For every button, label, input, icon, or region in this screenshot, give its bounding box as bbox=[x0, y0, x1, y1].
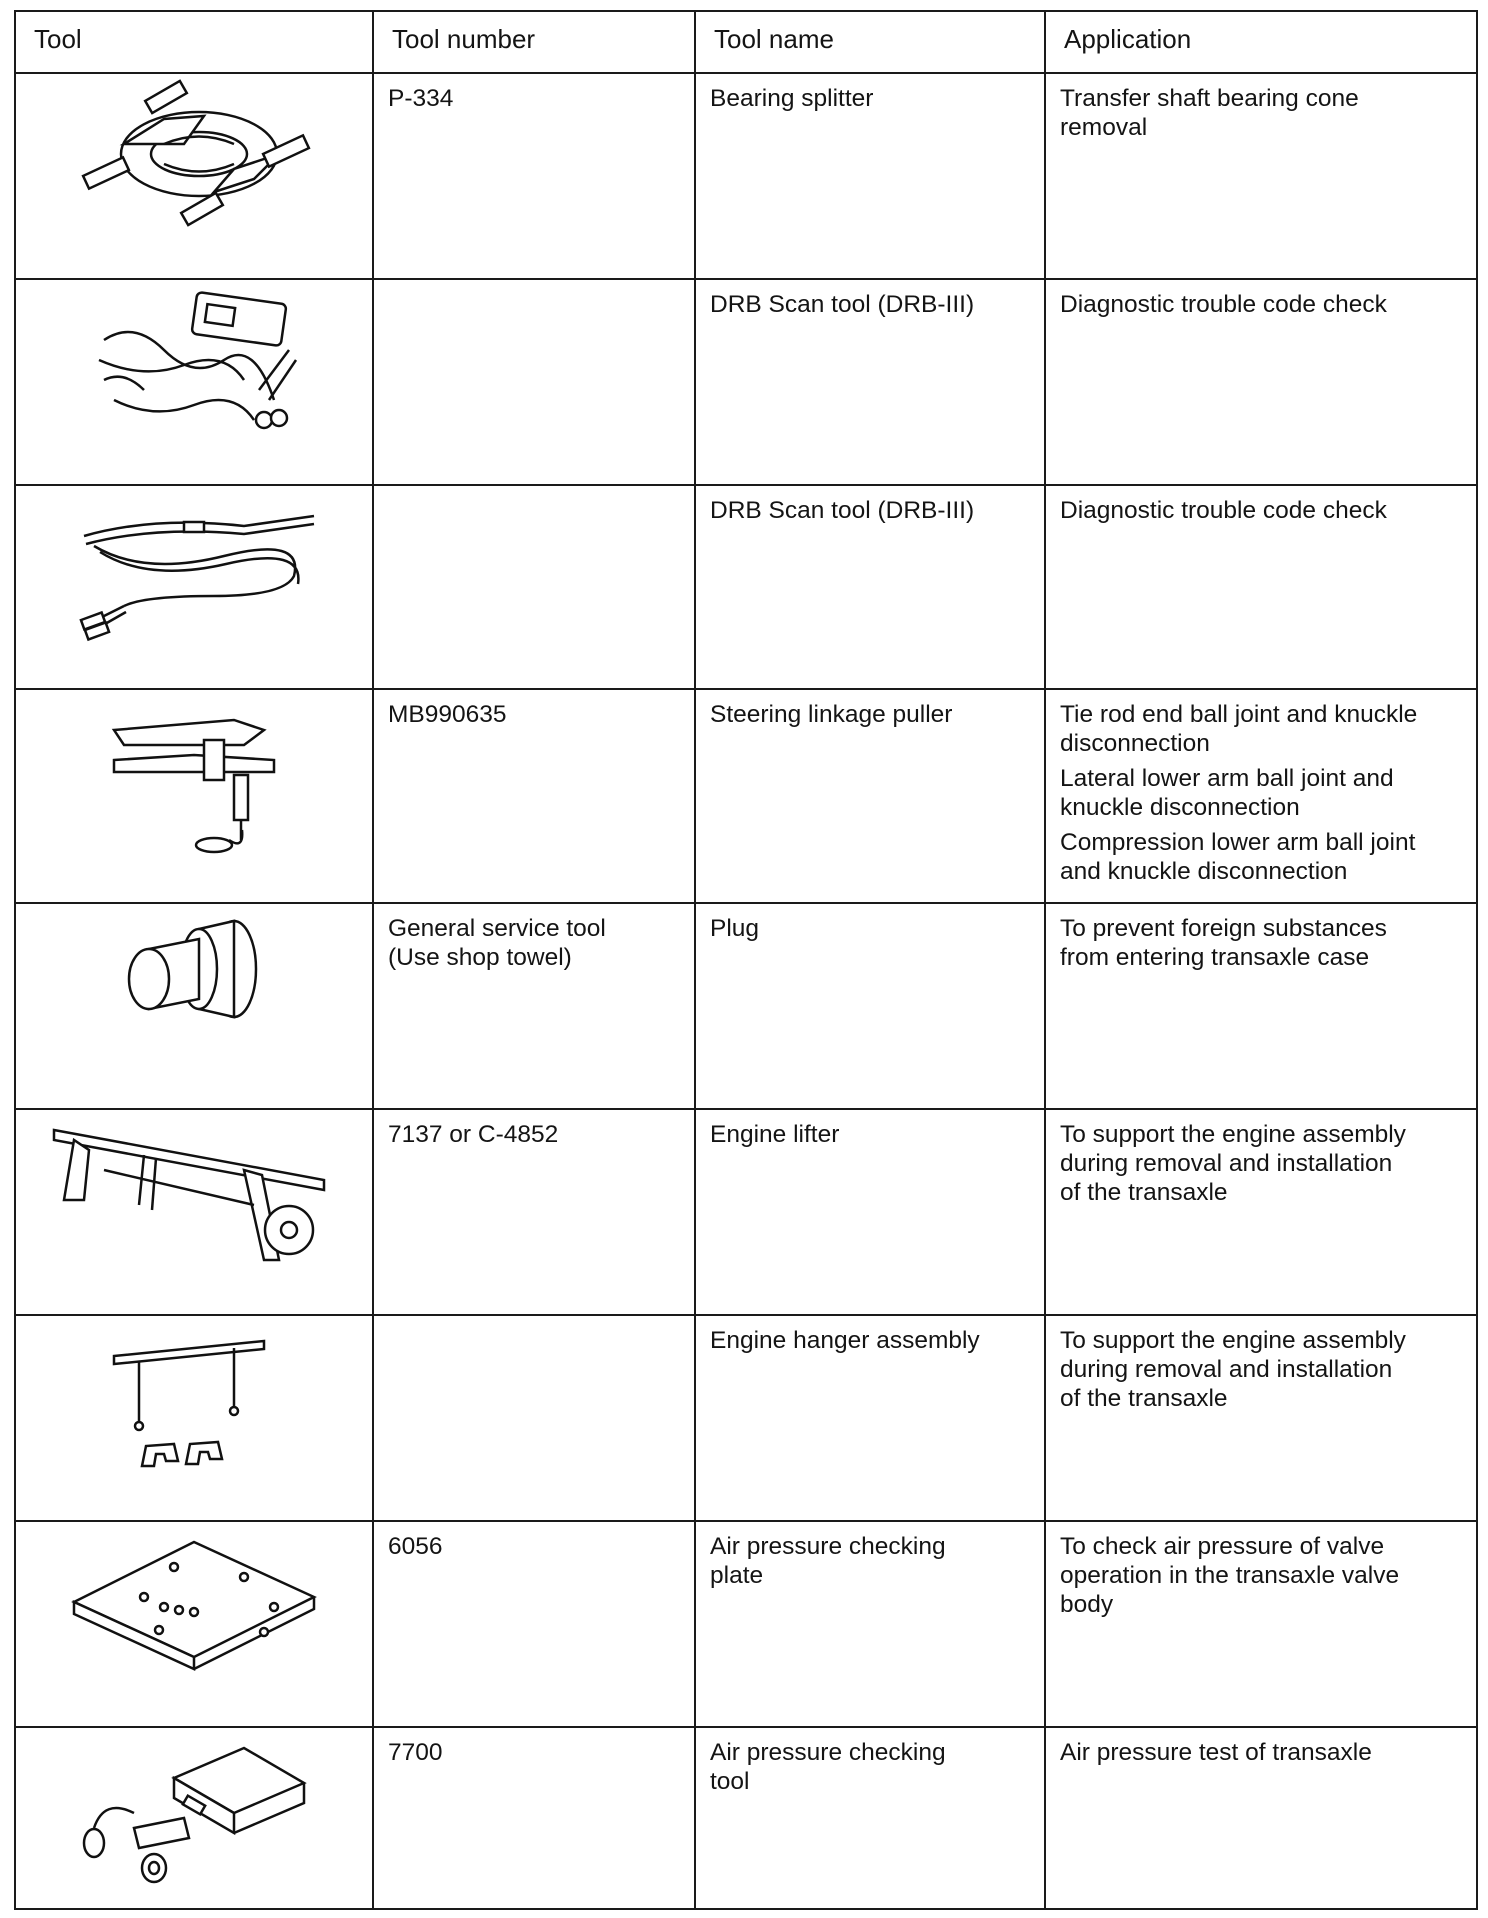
table-row bbox=[15, 689, 1477, 903]
application-line: Lateral lower arm ball joint and knuckle disconnection bbox=[1060, 765, 1394, 821]
tool-number-cell: P-334 bbox=[373, 73, 695, 279]
tool-name-cell: Air pressure checking plate bbox=[695, 1521, 1045, 1727]
application-line: Diagnostic trouble code check bbox=[1060, 497, 1387, 524]
application-line: Transfer shaft bearing cone removal bbox=[1060, 85, 1359, 141]
application-cell bbox=[1045, 279, 1477, 485]
tool-number-cell: 7137 or C-4852 bbox=[373, 1109, 695, 1315]
header-application: Application bbox=[1045, 11, 1477, 73]
tool-image-cell bbox=[15, 73, 373, 279]
table-row bbox=[15, 1727, 1477, 1909]
plug-icon bbox=[104, 904, 284, 1044]
tool-name-cell: DRB Scan tool (DRB-III) bbox=[695, 279, 1045, 485]
application-cell bbox=[1045, 73, 1477, 279]
table-row bbox=[15, 485, 1477, 689]
application-line: Tie rod end ball joint and knuckle disconnection bbox=[1060, 701, 1418, 757]
steering-linkage-puller-icon bbox=[94, 690, 294, 870]
tool-image-cell bbox=[15, 903, 373, 1109]
checking-tool-kit-icon bbox=[74, 1728, 314, 1898]
tool-name-cell: DRB Scan tool (DRB-III) bbox=[695, 485, 1045, 689]
tool-image-cell bbox=[15, 1727, 373, 1909]
application-line: To support the engine assembly during removal and installation of the transaxle bbox=[1060, 1327, 1406, 1412]
tool-number-cell bbox=[373, 1315, 695, 1521]
tool-name-cell: Air pressure checking tool bbox=[695, 1727, 1045, 1909]
table-row bbox=[15, 279, 1477, 485]
tool-name-cell: Steering linkage puller bbox=[695, 689, 1045, 903]
application-cell bbox=[1045, 689, 1477, 903]
tool-image-cell bbox=[15, 1109, 373, 1315]
application-cell bbox=[1045, 1109, 1477, 1315]
tool-image-cell bbox=[15, 279, 373, 485]
application-cell bbox=[1045, 1727, 1477, 1909]
tool-image-cell bbox=[15, 1521, 373, 1727]
application-cell bbox=[1045, 903, 1477, 1109]
drb-scan-tool-icon bbox=[74, 280, 314, 450]
tool-number-cell: General service tool (Use shop towel) bbox=[373, 903, 695, 1109]
application-line: To check air pressure of valve operation in the transaxle valve body bbox=[1060, 1533, 1400, 1618]
tool-name-cell: Engine lifter bbox=[695, 1109, 1045, 1315]
table-row bbox=[15, 73, 1477, 279]
tool-image-cell bbox=[15, 1315, 373, 1521]
engine-lifter-icon bbox=[44, 1110, 344, 1280]
application-cell bbox=[1045, 1315, 1477, 1521]
tool-image-cell bbox=[15, 485, 373, 689]
tool-image-cell bbox=[15, 689, 373, 903]
tool-name-cell: Engine hanger assembly bbox=[695, 1315, 1045, 1521]
application-line: Diagnostic trouble code check bbox=[1060, 291, 1387, 318]
tool-name-cell: Bearing splitter bbox=[695, 73, 1045, 279]
header-tool: Tool bbox=[15, 11, 373, 73]
header-tool-name: Tool name bbox=[695, 11, 1045, 73]
tool-number-cell: MB990635 bbox=[373, 689, 695, 903]
application-line: Compression lower arm ball joint and knuckle disconnection bbox=[1060, 829, 1416, 885]
application-line: To support the engine assembly during removal and installation of the transaxle bbox=[1060, 1121, 1406, 1206]
table-row bbox=[15, 1315, 1477, 1521]
header-tool-number: Tool number bbox=[373, 11, 695, 73]
table-row bbox=[15, 1109, 1477, 1315]
checking-plate-icon bbox=[64, 1522, 324, 1692]
bearing-splitter-icon bbox=[64, 74, 324, 244]
scan-tool-cable-icon bbox=[64, 486, 324, 646]
special-tools-table bbox=[14, 10, 1478, 1910]
tool-number-cell bbox=[373, 279, 695, 485]
tool-number-cell bbox=[373, 485, 695, 689]
application-line: Air pressure test of transaxle bbox=[1060, 1739, 1372, 1766]
tool-number-cell: 6056 bbox=[373, 1521, 695, 1727]
table-row bbox=[15, 903, 1477, 1109]
application-line: To prevent foreign substances from entering transaxle case bbox=[1060, 915, 1387, 971]
application-cell bbox=[1045, 1521, 1477, 1727]
tool-name-cell: Plug bbox=[695, 903, 1045, 1109]
header-row bbox=[15, 11, 1477, 73]
table-row bbox=[15, 1521, 1477, 1727]
tool-number-cell: 7700 bbox=[373, 1727, 695, 1909]
engine-hanger-icon bbox=[94, 1316, 294, 1486]
application-cell bbox=[1045, 485, 1477, 689]
